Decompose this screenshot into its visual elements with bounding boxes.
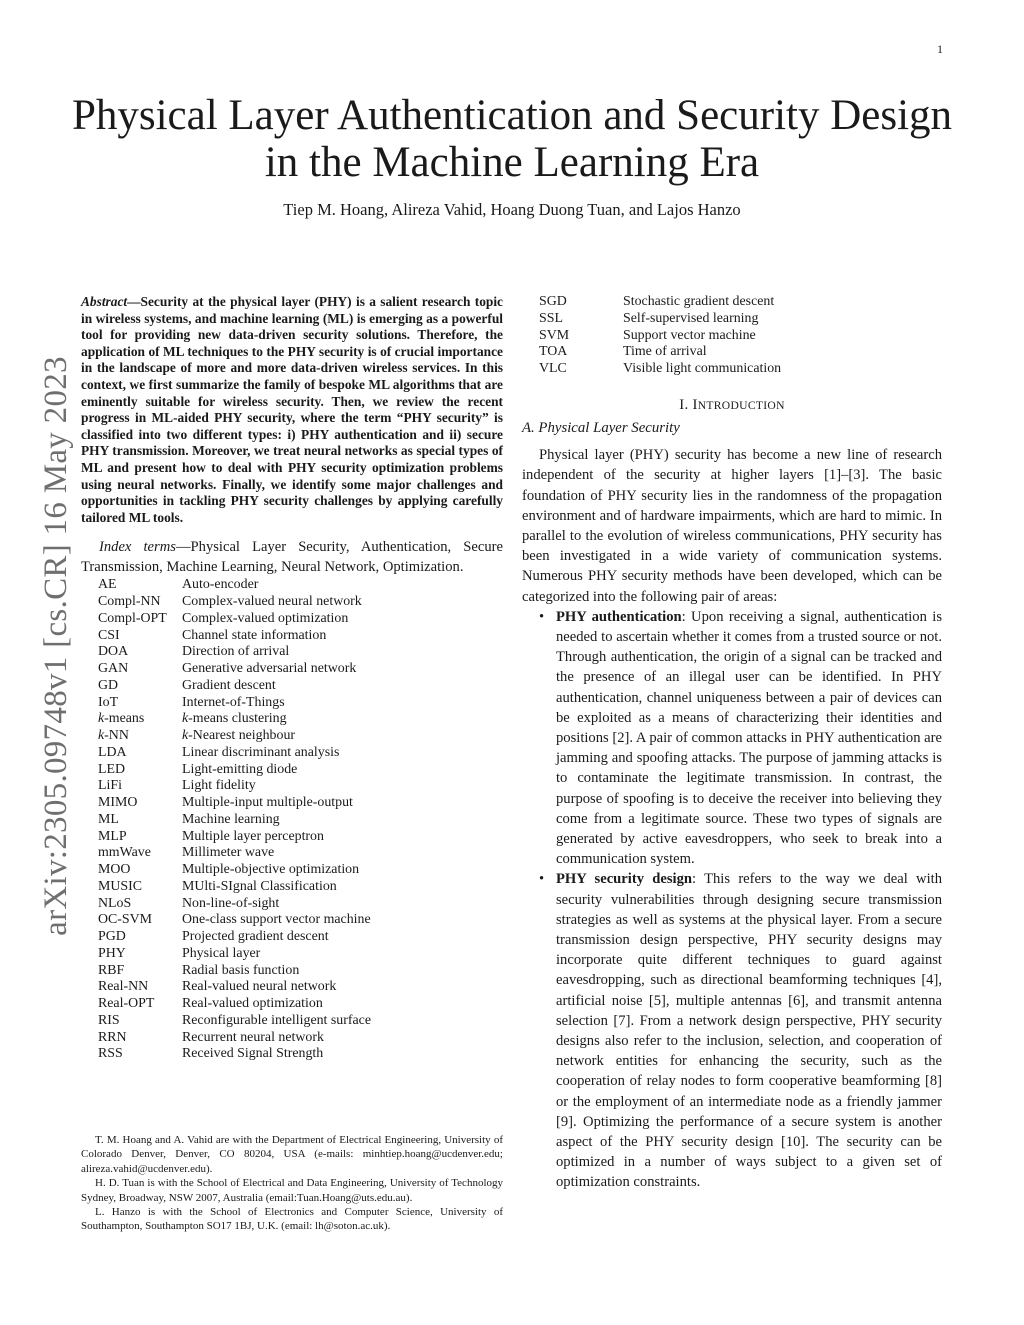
acronym-row	[98, 594, 503, 611]
index-terms-text: —Physical Layer Security, Authentication, Secure Transmission, Machine Learning, Neural Network, Optimization.	[81, 539, 503, 576]
acronym-abbr: DOA	[98, 644, 129, 660]
acronym-row	[98, 879, 503, 896]
acronym-abbr: PGD	[98, 929, 126, 945]
acronym-abbr: MIMO	[98, 795, 138, 811]
abstract	[81, 294, 503, 526]
abstract-label: Abstract	[81, 294, 128, 309]
acronym-abbr: LDA	[98, 744, 127, 760]
acronym-definition: Stochastic gradient descent	[623, 294, 775, 309]
acronym-row	[98, 979, 503, 996]
acronym-abbr: MUSIC	[98, 878, 142, 894]
acronym-abbr: RSS	[98, 1046, 123, 1062]
acronym-definition: Real-valued neural network	[182, 979, 337, 995]
bullet-list	[522, 607, 942, 1193]
acronym-definition: Recurrent neural network	[182, 1029, 324, 1045]
acronym-row	[98, 678, 503, 695]
acronym-row	[539, 328, 942, 345]
author-list: Tiep M. Hoang, Alireza Vahid, Hoang Duong Tuan, and Lajos Hanzo	[283, 200, 741, 219]
acronym-abbr: mmWave	[98, 845, 151, 861]
acronym-abbr: GD	[98, 677, 119, 693]
title-line-1: Physical Layer Authentication and Security Design	[71, 92, 953, 139]
acronym-definition: Generative adversarial network	[182, 661, 357, 677]
acronym-row	[98, 829, 503, 846]
title-line-2: in the Machine Learning Era	[264, 139, 760, 186]
footnote: L. Hanzo is with the School of Electronics and Computer Science, University of Southampton, Southampton SO17 1BJ, U.K. (email: lh@soton.ac.uk).	[81, 1206, 503, 1233]
acronym-abbr: k-NN	[98, 728, 129, 744]
acronym-row	[98, 577, 503, 594]
acronym-row	[98, 1013, 503, 1030]
acronym-abbr: SGD	[539, 294, 567, 309]
acronym-row	[98, 728, 503, 745]
acronym-row	[98, 762, 503, 779]
acronym-abbr: MOO	[98, 862, 131, 878]
acronym-abbr: VLC	[539, 361, 567, 376]
acronym-abbr: Compl-NN	[98, 594, 161, 610]
acronym-row	[98, 812, 503, 829]
section-title-smallcaps: NTRODUCTION	[697, 398, 785, 412]
bullet-text: : This refers to the way we deal with security vulnerabilities through designing secure transmission strategies as well as systems at the physical layer. From a secure transmission design perspective, PHY security designs may incorporate quite different techniques to guard against eavesdropping, such as directional beamforming techniques [4], artificial noise [5], multiple antennas [6], and transmit antenna selection [7]. From a network design perspective, PHY security designs also refer to the inclusion, selection, and cooperation of network entities for enhancing the security, such as the cooperation of relay nodes to form cooperative beamforming [8] or the employment of an intermediate node as a friendly jammer [9]. Optimizing the performance of a secure system is another aspect of the PHY security design [10]. The security can be optimized in a number of ways subject to a given set of optimization constraints.	[556, 871, 942, 1191]
acronym-definition: MUlti-SIgnal Classification	[182, 878, 337, 894]
acronym-definition: k-Nearest neighbour	[182, 728, 296, 744]
acronym-abbr: AE	[98, 577, 117, 593]
acronym-definition: Real-valued optimization	[182, 996, 323, 1012]
acronym-row	[98, 644, 503, 661]
acronym-abbr: Real-OPT	[98, 996, 155, 1012]
acronym-abbr: k-means	[98, 711, 145, 727]
acronym-row	[98, 611, 503, 628]
acronym-abbr: RIS	[98, 1012, 120, 1028]
right-column	[522, 294, 942, 1193]
acronym-abbr: OC-SVM	[98, 912, 153, 928]
bullet-item	[522, 607, 942, 870]
acronym-row	[98, 963, 503, 980]
acronym-abbr: ML	[98, 811, 119, 827]
acronym-definition: k-means clustering	[182, 711, 287, 727]
acronym-definition: Machine learning	[182, 811, 280, 827]
section-heading	[522, 395, 942, 416]
acronym-definition: Time of arrival	[623, 344, 707, 360]
acronym-definition: Channel state information	[182, 627, 327, 643]
acronym-abbr: LiFi	[98, 778, 122, 794]
acronym-row	[98, 946, 503, 963]
acronym-definition: Visible light communication	[623, 361, 782, 376]
acronym-abbr: PHY	[98, 945, 126, 961]
left-column	[81, 294, 503, 1063]
acronym-abbr: CSI	[98, 627, 120, 643]
acronym-definition: Internet-of-Things	[182, 694, 285, 710]
acronym-row	[98, 929, 503, 946]
acronym-abbr: NLoS	[98, 895, 132, 911]
acronym-abbr: RBF	[98, 962, 125, 978]
bullet-icon: •	[539, 608, 545, 625]
acronym-definition: Support vector machine	[623, 327, 756, 343]
acronym-row	[98, 862, 503, 879]
acronym-definition: Received Signal Strength	[182, 1046, 324, 1062]
bullet-icon: •	[539, 871, 545, 888]
acronym-definition: Multiple-input multiple-output	[182, 795, 353, 811]
index-terms	[81, 537, 503, 577]
acronym-list	[81, 577, 503, 1063]
acronym-row	[539, 344, 942, 361]
acronym-abbr: Compl-OPT	[98, 610, 167, 626]
acronym-row	[98, 795, 503, 812]
acronym-row	[539, 294, 942, 311]
page-number: 1	[937, 42, 943, 56]
arxiv-identifier: arXiv:2305.09748v1 [cs.CR] 16 May 2023	[38, 356, 74, 936]
paper-title	[70, 92, 954, 186]
footnote: H. D. Tuan is with the School of Electrical and Data Engineering, University of Technology Sydney, Broadway, NSW 2007, Australia (email:Tuan.Hoang@uts.edu.au).	[81, 1177, 503, 1204]
acronym-abbr: GAN	[98, 661, 129, 677]
acronym-row	[539, 311, 942, 328]
acronym-abbr: TOA	[539, 344, 568, 360]
footnote: T. M. Hoang and A. Vahid are with the Department of Electrical Engineering, University of Colorado Denver, Denver, CO 80204, USA (e-mails: minhtiep.hoang@ucdenver.edu; alireza.vahid@ucdenver.edu).	[81, 1134, 503, 1175]
acronym-row	[98, 845, 503, 862]
section-initial: I	[692, 396, 698, 413]
acronym-abbr: SSL	[539, 310, 563, 326]
acronym-row	[98, 711, 503, 728]
acronym-row	[98, 628, 503, 645]
acronym-abbr: MLP	[98, 828, 127, 844]
acronym-row	[98, 695, 503, 712]
abstract-text: —Security at the physical layer (PHY) is a salient research topic in wireless systems, and machine learning (ML) is emerging as a powerful tool for providing new data-driven security solutions. Therefore, the application of ML techniques to the PHY security is of crucial importance in the landscape of more and more data-driven wireless services. In this context, we first summarize the family of bespoke ML algorithms that are eminently suitable for wireless security. Then, we review the recent progress in ML-aided PHY security, where the term “PHY security” is classified into two different types: i) PHY authentication and ii) secure PHY transmission. Moreover, we treat neural networks as special types of ML and present how to deal with PHY security optimization problems using neural networks. Finally, we identify some major challenges and opportunities in tackling PHY security challenges by applying carefully tailored ML tools.	[81, 294, 503, 525]
acronym-definition: Gradient descent	[182, 677, 276, 693]
acronym-definition: Radial basis function	[182, 962, 300, 978]
acronym-abbr: LED	[98, 761, 126, 777]
acronym-abbr: RRN	[98, 1029, 127, 1045]
acronym-row	[98, 745, 503, 762]
bullet-head: PHY security design	[556, 871, 693, 888]
acronym-definition: Light-emitting diode	[182, 761, 298, 777]
acronym-list-continued	[522, 294, 942, 378]
acronym-definition: Self-supervised learning	[623, 310, 759, 326]
acronym-definition: Reconfigurable intelligent surface	[182, 1012, 371, 1028]
acronym-definition: Light fidelity	[182, 778, 256, 794]
acronym-row	[98, 1030, 503, 1047]
acronym-row	[539, 361, 942, 378]
acronym-definition: Millimeter wave	[182, 845, 275, 861]
acronym-row	[98, 661, 503, 678]
acronym-definition: One-class support vector machine	[182, 912, 371, 928]
section-numeral: I.	[679, 396, 693, 413]
intro-paragraph: Physical layer (PHY) security has become a new line of research independent of the security at higher layers [1]–[3]. The basic foundation of PHY security lies in the randomness of the propagation environment and of hardware impairments, which are hard to mimic. In parallel to the evolution of wireless communications, PHY security has been investigated in a wide variety of communication systems. Numerous PHY security methods have been developed, which can be categorized into the following pair of areas:	[522, 447, 942, 605]
acronym-definition: Linear discriminant analysis	[182, 744, 340, 760]
acronym-definition: Projected gradient descent	[182, 929, 329, 945]
acronym-abbr: Real-NN	[98, 979, 149, 995]
acronym-definition: Multiple layer perceptron	[182, 828, 324, 844]
acronym-row	[98, 1046, 503, 1063]
acronym-definition: Physical layer	[182, 945, 261, 961]
acronym-row	[98, 912, 503, 929]
subsection-heading: A. Physical Layer Security	[522, 419, 680, 436]
acronym-definition: Direction of arrival	[182, 644, 290, 660]
acronym-row	[98, 896, 503, 913]
acronym-row	[98, 778, 503, 795]
acronym-definition: Non-line-of-sight	[182, 895, 280, 911]
author-footnotes	[81, 1133, 503, 1234]
acronym-abbr: IoT	[98, 694, 119, 710]
bullet-item	[522, 869, 942, 1192]
acronym-definition: Complex-valued optimization	[182, 610, 349, 626]
acronym-definition: Complex-valued neural network	[182, 594, 362, 610]
acronym-row	[98, 996, 503, 1013]
index-terms-label: Index terms	[99, 539, 176, 556]
acronym-abbr: SVM	[539, 327, 570, 343]
bullet-head: PHY authentication	[556, 608, 682, 625]
acronym-definition: Multiple-objective optimization	[182, 862, 360, 878]
bullet-text: : Upon receiving a signal, authentication is needed to ascertain whether it comes from a trusted source or not. Through authentication, the origin of a signal can be tracked and the presence of an illegal user can be identified. In PHY authentication, channel uniqueness between a pair of devices can be exploited as a means of characterizing their identities and positions [2]. A pair of common attacks in PHY authentication are jamming and spoofing attacks. The purpose of jamming attacks is to contaminate the legitimate transmission. In contrast, the purpose of spoofing is to deceive the receiver into believing they come from a legitimate source. These two types of signals are generated by active eavesdroppers, who seek to break into a communication system.	[556, 608, 942, 868]
acronym-definition: Auto-encoder	[182, 577, 259, 593]
